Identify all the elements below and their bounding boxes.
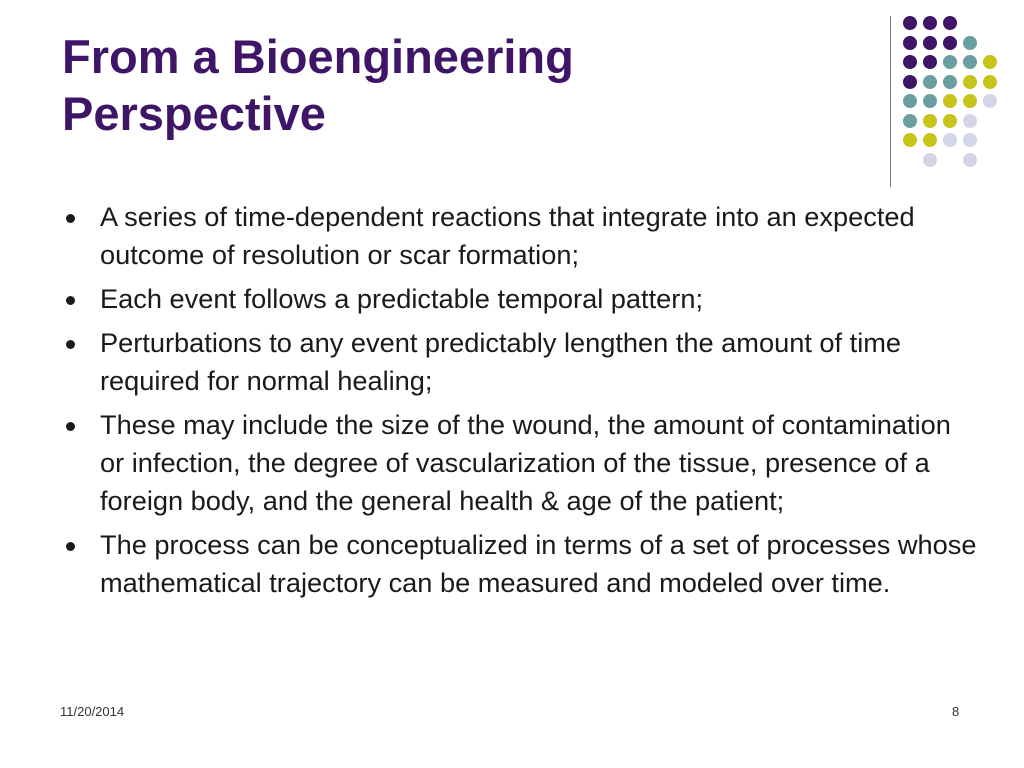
dot-yellow: [963, 94, 977, 108]
dot-lavender: [963, 114, 977, 128]
dot-lavender: [963, 133, 977, 147]
dot-yellow: [983, 75, 997, 89]
dot-teal: [923, 75, 937, 89]
bullet-item-1: [62, 198, 982, 274]
decorative-dot-grid: [900, 10, 1020, 170]
dot-teal: [963, 36, 977, 50]
dot-lavender: [923, 153, 937, 167]
bullet-text: A series of time-dependent reactions that integrate into an expected outcome of resolution or scar formation;: [100, 201, 915, 270]
dot-purple: [923, 16, 937, 30]
bullet-item-4: [62, 406, 982, 520]
bullet-dot-icon: [66, 422, 75, 431]
title-line-2: Perspective: [62, 87, 326, 140]
dot-teal: [903, 94, 917, 108]
bullet-text: The process can be conceptualized in terms of a set of processes whose mathematical trajectory can be measured and modeled over time.: [100, 529, 977, 598]
dot-lavender: [943, 133, 957, 147]
bullet-dot-icon: [66, 340, 75, 349]
bullet-dot-icon: [66, 214, 75, 223]
dot-lavender: [983, 94, 997, 108]
bullet-dot-icon: [66, 296, 75, 305]
dot-yellow: [963, 75, 977, 89]
page-number: 8: [952, 704, 960, 719]
bullet-item-3: [62, 324, 982, 400]
bullet-item-2: [62, 280, 982, 318]
dot-purple: [943, 36, 957, 50]
vertical-divider: [890, 16, 891, 187]
dot-yellow: [923, 114, 937, 128]
bullet-list: [62, 198, 982, 608]
bullet-text: Each event follows a predictable temporal pattern;: [100, 283, 703, 314]
dot-yellow: [943, 114, 957, 128]
dot-purple: [923, 55, 937, 69]
dot-yellow: [903, 133, 917, 147]
dot-yellow: [923, 133, 937, 147]
dot-yellow: [943, 94, 957, 108]
dot-teal: [903, 114, 917, 128]
bullet-text: Perturbations to any event predictably lengthen the amount of time required for normal healing;: [100, 327, 902, 396]
dot-purple: [903, 75, 917, 89]
slide-title: [62, 28, 862, 142]
dot-yellow: [983, 55, 997, 69]
dot-purple: [943, 16, 957, 30]
footer-date: 11/20/2014: [60, 704, 125, 719]
dot-teal: [923, 94, 937, 108]
dot-purple: [903, 36, 917, 50]
dot-lavender: [963, 153, 977, 167]
dot-teal: [943, 55, 957, 69]
title-line-1: From a Bioengineering: [62, 30, 574, 83]
bullet-dot-icon: [66, 542, 75, 551]
bullet-item-5: [62, 526, 982, 602]
dot-teal: [943, 75, 957, 89]
dot-purple: [903, 16, 917, 30]
bullet-text: These may include the size of the wound, the amount of contamination or infection, the degree of vascularization of the tissue, presence of a foreign body, and the general health & age of the patient;: [100, 409, 951, 516]
dot-purple: [903, 55, 917, 69]
dot-teal: [963, 55, 977, 69]
dot-purple: [923, 36, 937, 50]
